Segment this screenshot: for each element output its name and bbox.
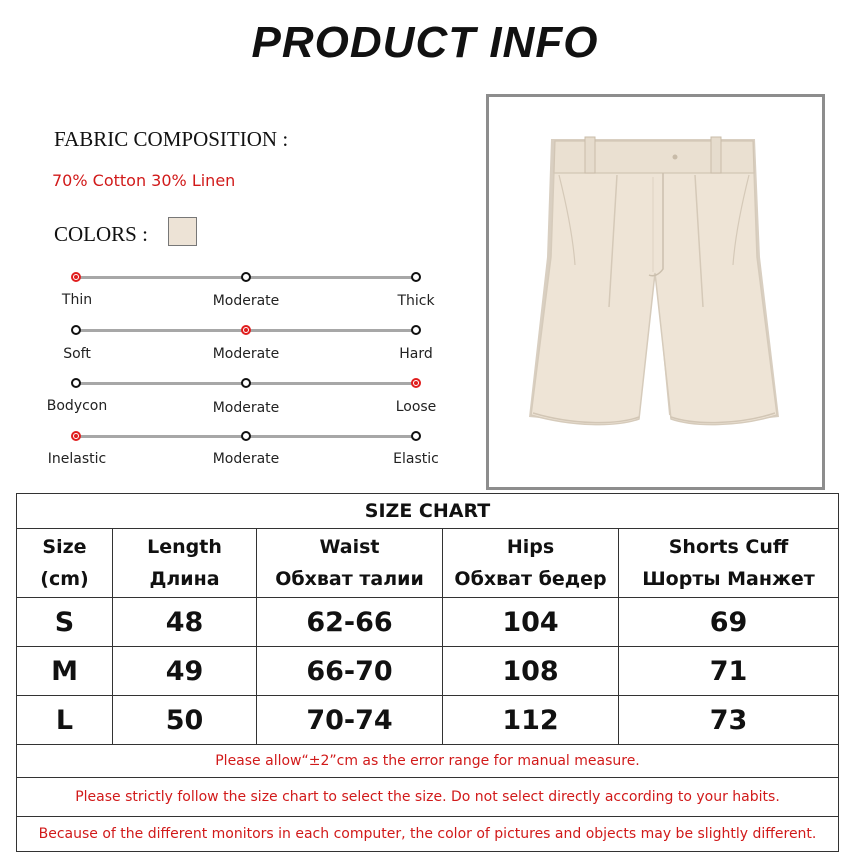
scale-label-low: Soft (63, 346, 91, 362)
scale-label-mid: Moderate (212, 400, 280, 416)
scale-label-mid: Moderate (212, 346, 280, 362)
scale-label-high: Thick (397, 293, 435, 309)
scale-dot-selected (71, 272, 81, 282)
fabric-composition-value: 70% Cotton 30% Linen (52, 171, 236, 190)
waist-cell: 70-74 (257, 696, 443, 745)
scale-dot (71, 378, 81, 388)
product-photo (486, 94, 825, 490)
hips-cell: 108 (443, 647, 619, 696)
scale-dot (411, 272, 421, 282)
scale-label-high: Hard (399, 346, 433, 362)
scale-label-high: Elastic (393, 451, 439, 467)
scale-label-low: Bodycon (46, 398, 108, 414)
size-advice-note: Please strictly follow the size chart to select the size. Do not select directly according to your habits. (17, 778, 839, 817)
size-cell: S (17, 598, 113, 647)
scale-label-high: Loose (395, 399, 437, 415)
header-size: Size (cm) (17, 529, 113, 598)
page-title: PRODUCT INFO (251, 18, 599, 67)
scale-label-mid: Moderate (212, 451, 280, 467)
fabric-composition-label: FABRIC COMPOSITION : (54, 127, 289, 151)
table-row (17, 647, 839, 696)
cuff-cell: 73 (619, 696, 839, 745)
scale-dot (241, 272, 251, 282)
length-cell: 50 (113, 696, 257, 745)
scale-label-low: Inelastic (47, 451, 107, 467)
scale-dot (71, 325, 81, 335)
measurement-note: Please allow“±2”cm as the error range for manual measure. (17, 745, 839, 778)
scale-dot-selected (71, 431, 81, 441)
scale-dot (241, 378, 251, 388)
colors-label: COLORS : (54, 222, 148, 246)
color-disclaimer-note: Because of the different monitors in each computer, the color of pictures and objects may be slightly different. (17, 817, 839, 852)
scale-dot (411, 431, 421, 441)
table-row (17, 696, 839, 745)
size-cell: L (17, 696, 113, 745)
color-swatch[interactable] (168, 217, 197, 246)
size-cell: M (17, 647, 113, 696)
header-length: Length Длина (113, 529, 257, 598)
size-chart-header (17, 529, 839, 598)
softness-scale (76, 325, 416, 335)
size-chart-title: SIZE CHART (17, 494, 839, 529)
length-cell: 48 (113, 598, 257, 647)
header-waist: Waist Обхват талии (257, 529, 443, 598)
cuff-cell: 71 (619, 647, 839, 696)
shorts-image (489, 97, 822, 487)
header-hips: Hips Обхват бедер (443, 529, 619, 598)
hips-cell: 112 (443, 696, 619, 745)
fit-scale (76, 378, 416, 388)
scale-dot (411, 325, 421, 335)
scale-dot-selected (241, 325, 251, 335)
hips-cell: 104 (443, 598, 619, 647)
length-cell: 49 (113, 647, 257, 696)
table-row (17, 598, 839, 647)
scale-dot-selected (411, 378, 421, 388)
size-chart-table (16, 493, 839, 852)
waist-cell: 62-66 (257, 598, 443, 647)
scale-dot (241, 431, 251, 441)
waist-cell: 66-70 (257, 647, 443, 696)
thickness-scale (76, 272, 416, 282)
elasticity-scale (76, 431, 416, 441)
scale-label-low: Thin (61, 292, 93, 308)
scale-label-mid: Moderate (212, 293, 280, 309)
cuff-cell: 69 (619, 598, 839, 647)
header-shorts-cuff: Shorts Cuff Шорты Манжет (619, 529, 839, 598)
